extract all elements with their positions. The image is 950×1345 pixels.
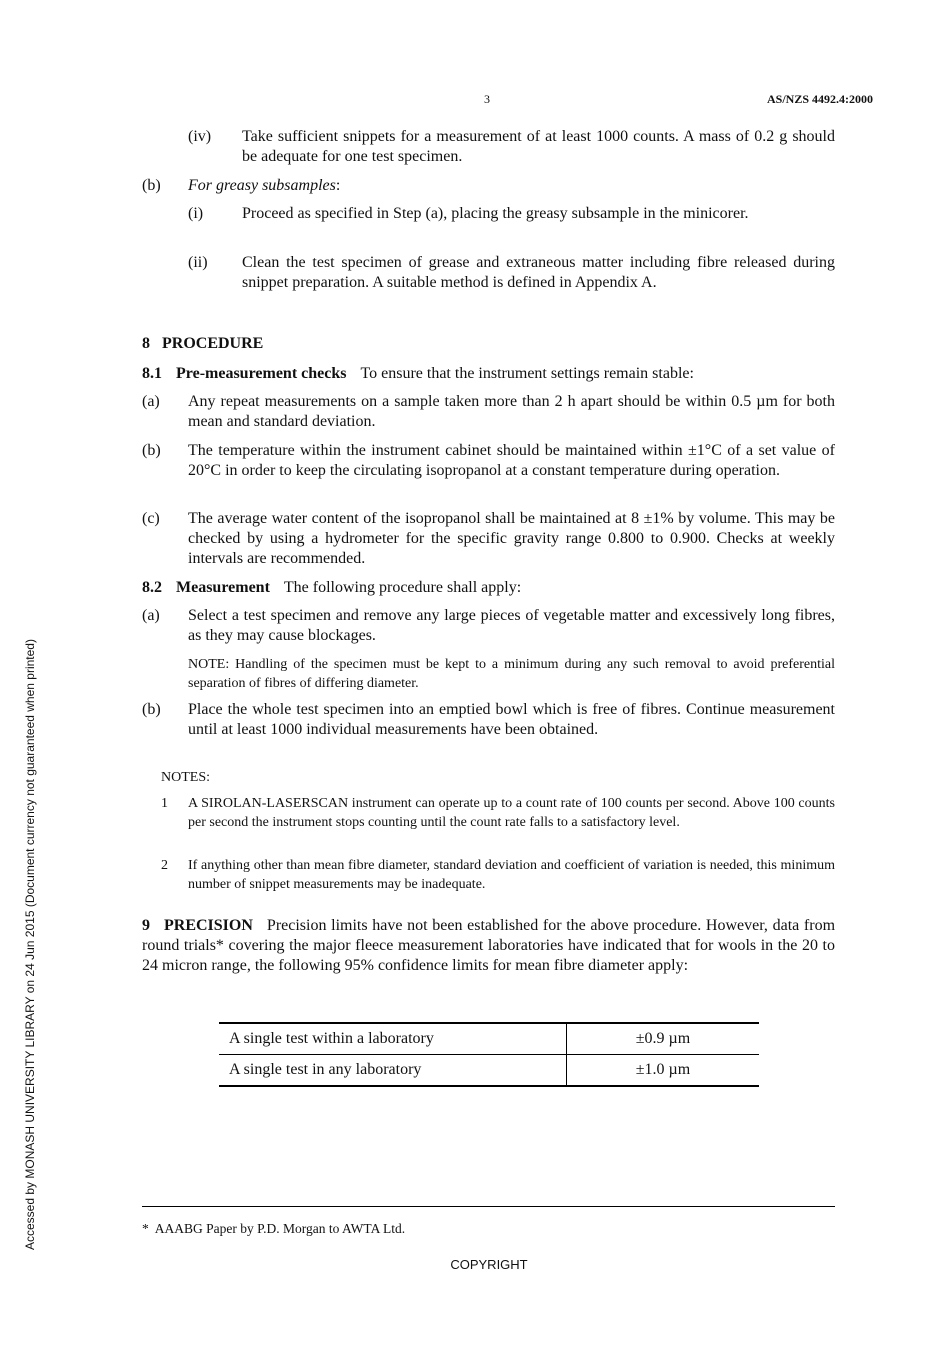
note-label: 2 <box>161 858 168 873</box>
step-b <box>142 176 835 196</box>
section-9-heading: 9 PRECISION <box>142 917 253 934</box>
clause-number: 8.1 <box>142 365 162 382</box>
clause-8-1-b <box>142 441 835 501</box>
item-text: The temperature within the instrument cabinet should be maintained within ±1°C of a set value of 20°C in order to keep the circulating isopropanol at a constant temperature during operation. <box>188 442 835 479</box>
standard-designation: AS/NZS 4492.4:2000 <box>766 92 873 106</box>
clause-title: Measurement <box>176 579 270 596</box>
table-row <box>219 1023 759 1055</box>
notes-title: NOTES: <box>161 770 210 785</box>
note-2 <box>142 857 835 895</box>
item-label: (a) <box>142 393 160 410</box>
note-text: If anything other than mean fibre diameter, standard deviation and coefficient of variation is needed, this minimum number of snippet measurements may be inadequate. <box>188 858 835 892</box>
footnote-rule <box>142 1206 835 1207</box>
item-label: (b) <box>142 442 161 459</box>
section-9 <box>142 916 835 996</box>
item-label: (c) <box>142 510 160 527</box>
table-cell-value: ±0.9 µm <box>567 1023 760 1055</box>
section-8-heading: 8 PROCEDURE <box>142 335 264 352</box>
item-text: Proceed as specified in Step (a), placing the greasy subsample in the minicorer. <box>242 205 749 222</box>
item-label: (a) <box>142 607 160 624</box>
step-b-colon: : <box>335 177 341 194</box>
table-cell-label: A single test in any laboratory <box>219 1055 567 1087</box>
note-1 <box>142 795 835 851</box>
item-text: Place the whole test specimen into an emptied bowl which is free of fibres. Continue measurement until at least 1000 individual measurements have been obtained. <box>188 701 835 738</box>
item-text: The average water content of the isopropanol shall be maintained at 8 ±1% by volume. This may be checked by using a hydrometer for the specific gravity range 0.800 to 0.900. Checks at weekly intervals are recommended. <box>188 510 835 567</box>
footnote: * AAABG Paper by P.D. Morgan to AWTA Ltd. <box>142 1221 406 1236</box>
item-label: (i) <box>188 205 204 222</box>
item-text: Any repeat measurements on a sample taken more than 2 h apart should be within 0.5 µm for both mean and standard deviation. <box>188 393 835 430</box>
copyright-label: COPYRIGHT <box>450 1257 528 1272</box>
clause-8-1 <box>142 364 835 384</box>
table-cell-value: ±1.0 µm <box>567 1055 760 1087</box>
table-cell-label: A single test within a laboratory <box>219 1023 567 1055</box>
item-text: Take sufficient snippets for a measurement of at least 1000 counts. A mass of 0.2 g should be adequate for one test specimen. <box>242 128 835 165</box>
clause-number: 8.2 <box>142 579 162 596</box>
item-label: (b) <box>142 177 161 194</box>
clause-intro: The following procedure shall apply: <box>283 579 522 596</box>
step-b-ii <box>142 253 835 313</box>
step-b-i <box>142 204 835 244</box>
table-row <box>219 1055 759 1087</box>
note-text: A SIROLAN-LASERSCAN instrument can operate up to a count rate of 100 counts per second. Above 100 counts per second the instrument stops counting until the count rate falls to a satisfactory level. <box>188 796 835 830</box>
step-b-title: For greasy subsamples <box>188 177 336 194</box>
item-label: (ii) <box>188 254 208 271</box>
note-text: NOTE: Handling of the specimen must be kept to a minimum during any such removal to avoid preferential separation of fibres of differing diameter. <box>188 657 835 691</box>
item-label: (iv) <box>188 128 212 145</box>
clause-8-1-c <box>142 509 835 569</box>
item-label: (b) <box>142 701 161 718</box>
clause-intro: To ensure that the instrument settings remain stable: <box>360 365 694 382</box>
access-watermark: Accessed by MONASH UNIVERSITY LIBRARY on 24 Jun 2015 (Document currency not guaranteed when printed) <box>23 639 37 1250</box>
clause-title: Pre-measurement checks <box>176 365 347 382</box>
page-number: 3 <box>484 92 490 106</box>
notes-title-row <box>142 769 835 789</box>
precision-table <box>219 1022 759 1087</box>
clause-8-2 <box>142 578 835 598</box>
clause-8-2-b <box>142 700 835 760</box>
clause-8-2-a <box>142 606 835 646</box>
step-a-iv <box>142 127 835 167</box>
item-text: Clean the test specimen of grease and extraneous matter including fibre released during snippet preparation. A suitable method is defined in Appendix A. <box>242 254 835 291</box>
section-9-text: Precision limits have not been established for the above procedure. However, data from round trials* covering the major fleece measurement laboratories have indicated that for wools in the 20 to 24 micron range, the following 95% confidence limits for mean fibre diameter apply: <box>142 917 836 974</box>
clause-8-1-a <box>142 392 835 432</box>
note-8-2-a <box>142 656 835 694</box>
note-label: 1 <box>161 796 168 811</box>
item-text: Select a test specimen and remove any large pieces of vegetable matter and excessively long fibres, as they may cause blockages. <box>188 607 835 644</box>
